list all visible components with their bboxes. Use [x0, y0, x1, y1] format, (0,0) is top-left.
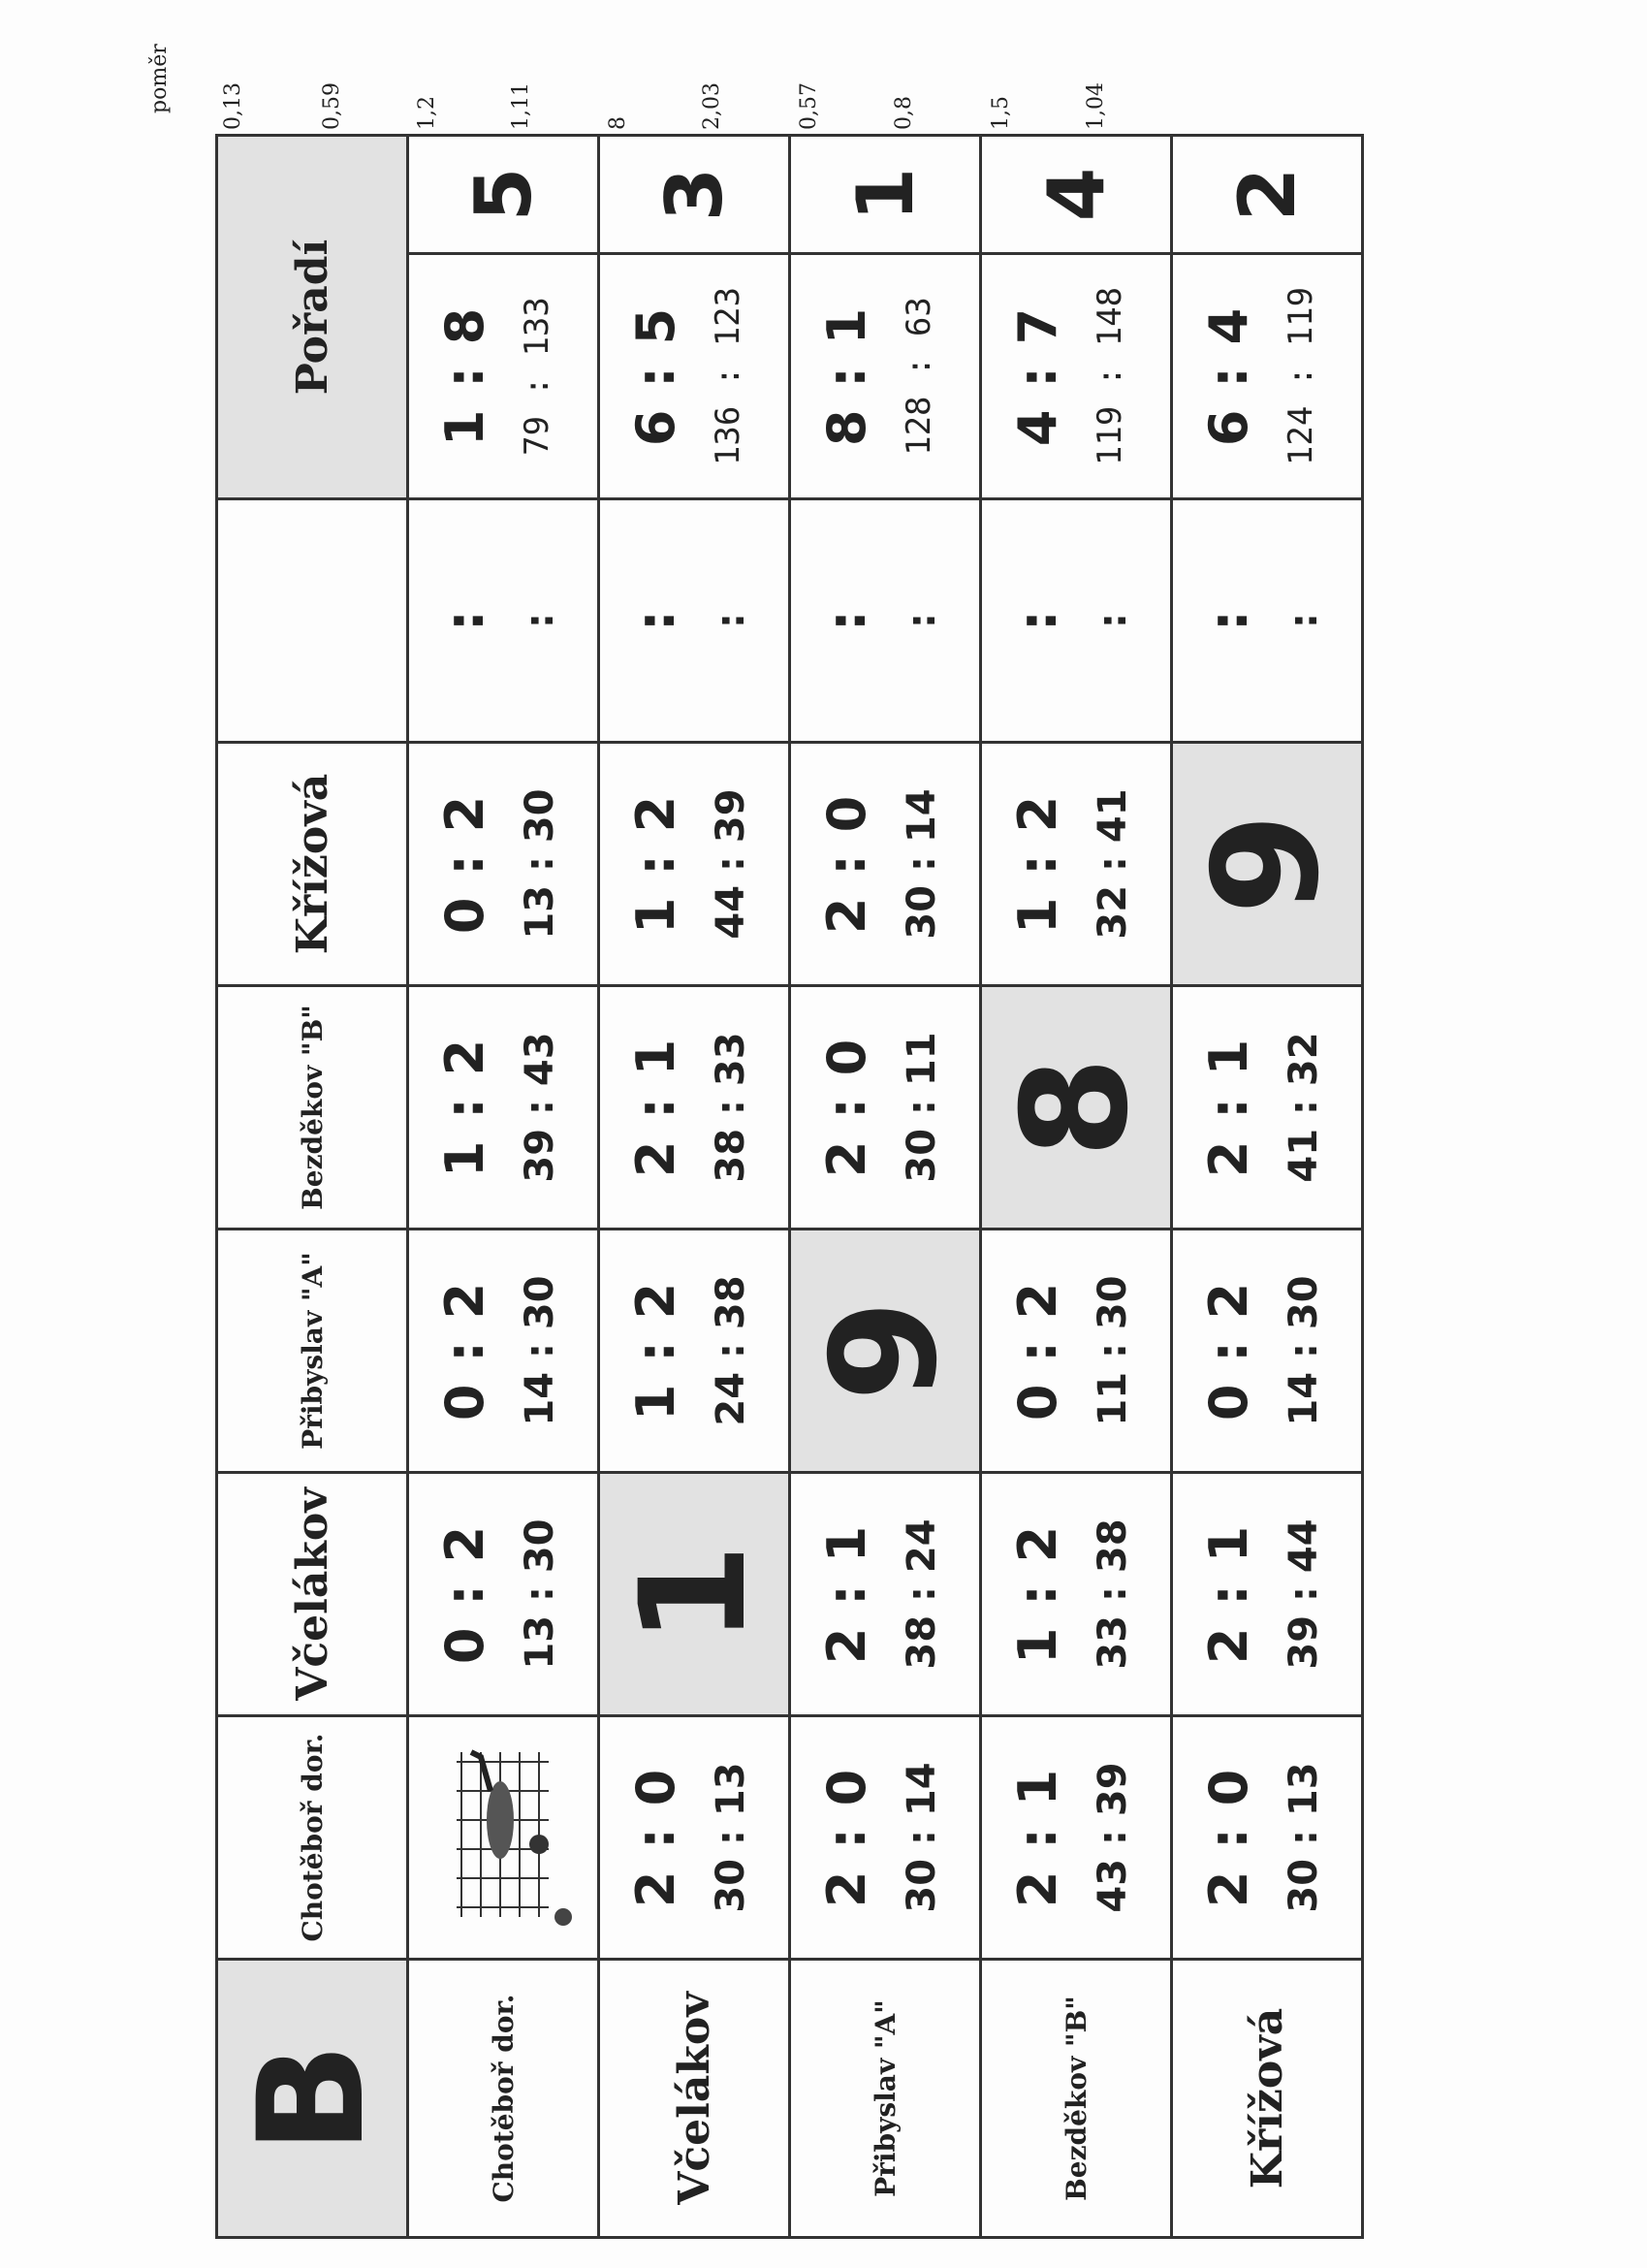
result-cell: 0 : 2 14 : 30: [408, 1230, 599, 1473]
rank-value: 1: [839, 167, 931, 222]
result-cell: 1 : 2 24 : 38: [599, 1230, 790, 1473]
col-header-rank: Pořadí: [217, 136, 408, 499]
team-row: [1172, 136, 1363, 2238]
ratio-points: 1,11: [509, 82, 533, 130]
result-cell: 2 : 1 38 : 33: [599, 986, 790, 1230]
ratio-sets: 0,13: [221, 82, 245, 130]
col-header-team-5: Křížová: [217, 743, 408, 986]
result-cell: 1 : 2 33 : 38: [981, 1473, 1172, 1716]
ratio-points: 2,03: [700, 82, 724, 130]
result-cell: 2 : 0 30 : 11: [790, 986, 981, 1230]
team-row: [981, 136, 1172, 2238]
team-row: [790, 136, 981, 2238]
result-cell: 2 : 1 39 : 44: [1172, 1473, 1363, 1716]
ratio-points: 1,04: [1084, 82, 1108, 130]
totals-cell: 8 : 1 128 : 63 1: [790, 136, 981, 499]
row-header-team-3: Přibyslav "A": [790, 1960, 981, 2238]
row-header-team-1: Chotěboř dor.: [408, 1960, 599, 2238]
result-cell: 2 : 0 30 : 13: [599, 1716, 790, 1960]
result-cell: 2 : 0 30 : 14: [790, 1716, 981, 1960]
empty-result-cell: : :: [790, 499, 981, 743]
totals-cell: 4 : 7 119 : 148 4: [981, 136, 1172, 499]
result-cell: 0 : 2 11 : 30: [981, 1230, 1172, 1473]
row-header-team-5: Křížová: [1172, 1960, 1363, 2238]
rank-value: 3: [649, 167, 740, 222]
volleyball-picture-cell: [408, 1716, 599, 1960]
result-cell: 0 : 2 13 : 30: [408, 743, 599, 986]
row-header-team-4: Bezděkov "B": [981, 1960, 1172, 2238]
ratio-points: 0,8: [892, 96, 916, 130]
col-header-empty: [217, 499, 408, 743]
empty-result-cell: : :: [1172, 499, 1363, 743]
results-table: [215, 134, 1364, 2239]
ratio-sets: 8: [606, 116, 630, 130]
rank-value: 5: [458, 167, 549, 222]
result-cell: 2 : 0 30 : 13: [1172, 1716, 1363, 1960]
team-row: [599, 136, 790, 2238]
result-cell: 1 : 2 39 : 43: [408, 986, 599, 1230]
col-header-team-2: Včelákov: [217, 1473, 408, 1716]
result-cell: 2 : 1 41 : 32: [1172, 986, 1363, 1230]
col-header-team-3: Přibyslav "A": [217, 1230, 408, 1473]
diagonal-number-cell: 9: [1172, 743, 1363, 986]
result-cell: 0 : 2 14 : 30: [1172, 1230, 1363, 1473]
group-letter: B: [228, 2042, 396, 2155]
diagonal-number-cell: 9: [790, 1230, 981, 1473]
totals-cell: 6 : 5 136 : 123 3: [599, 136, 790, 499]
ratio-sets: 1,5: [989, 96, 1013, 130]
ratio-sets: 0,57: [797, 82, 821, 130]
result-cell: 2 : 1 43 : 39: [981, 1716, 1172, 1960]
col-header-team-1: Chotěboř dor.: [217, 1716, 408, 1960]
row-header-team-2: Včelákov: [599, 1960, 790, 2238]
ratio-header: poměr: [147, 44, 172, 113]
col-header-team-4: Bezděkov "B": [217, 986, 408, 1230]
rank-value: 2: [1221, 167, 1313, 222]
result-cell: 2 : 0 30 : 14: [790, 743, 981, 986]
totals-cell: 1 : 8 79 : 133 5: [408, 136, 599, 499]
diagonal-number-cell: 1: [599, 1473, 790, 1716]
empty-result-cell: : :: [981, 499, 1172, 743]
ratio-sets: 1,2: [415, 96, 439, 130]
empty-result-cell: : :: [408, 499, 599, 743]
ratio-points: 0,59: [320, 82, 344, 130]
result-cell: 1 : 2 32 : 41: [981, 743, 1172, 986]
empty-result-cell: : :: [599, 499, 790, 743]
totals-cell: 6 : 4 124 : 119 2: [1172, 136, 1363, 499]
group-letter-cell: [217, 1960, 408, 2238]
result-cell: 0 : 2 13 : 30: [408, 1473, 599, 1716]
header-row: [217, 136, 408, 2238]
result-cell: 2 : 1 38 : 24: [790, 1473, 981, 1716]
volleyball-player-icon: [432, 1742, 578, 1936]
diagonal-number-cell: 8: [981, 986, 1172, 1230]
rank-value: 4: [1030, 167, 1122, 222]
team-row: [408, 136, 599, 2238]
result-cell: 1 : 2 44 : 39: [599, 743, 790, 986]
